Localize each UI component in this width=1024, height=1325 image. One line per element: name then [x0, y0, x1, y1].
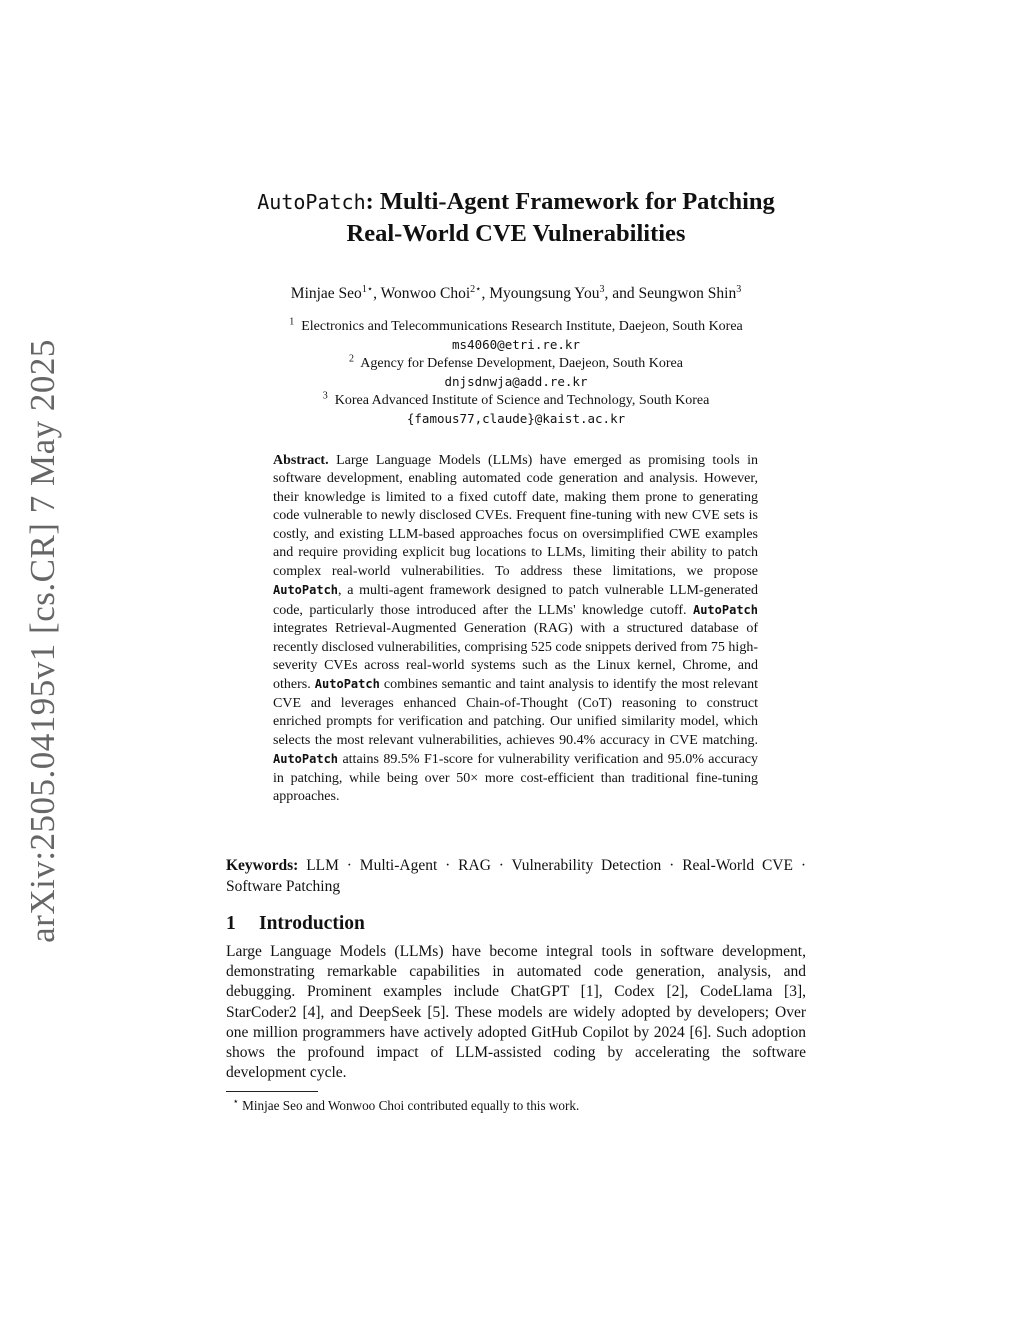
footnote — [226, 1097, 806, 1114]
abstract-system-name: AutoPatch — [273, 583, 339, 598]
title-line-2: Real-World CVE Vulnerabilities — [346, 220, 686, 247]
author-mark: 3 — [599, 283, 605, 295]
footnote-rule — [226, 1091, 318, 1092]
author-mark: 3 — [736, 283, 742, 295]
affiliation-name: Korea Advanced Institute of Science and Technology, South Korea — [334, 392, 710, 408]
keywords — [226, 856, 806, 897]
abstract-text: integrates Retrieval-Augmented Generation (RAG) with a structured database of recently disclosed vulnerabilities, comprising 525 code snippets derived from 75 high-severity CVEs across real-world systems such as the Linux kernel, Chrome, and others. — [273, 621, 758, 693]
abstract-label: Abstract. — [273, 453, 329, 468]
section-number: 1 — [226, 913, 236, 934]
author-separator: , — [373, 285, 381, 302]
section-title: Introduction — [259, 913, 365, 934]
author-name: Seungwon Shin — [638, 285, 737, 302]
author-separator: , — [481, 285, 490, 302]
author-separator: , and — [604, 285, 639, 302]
affiliation-email: ms4060@etri.re.kr — [452, 337, 580, 353]
keywords-text: LLM · Multi-Agent · RAG · Vulnerability Detection · Real-World CVE · Software Patching — [226, 857, 806, 895]
affiliation-mark: 2 — [349, 353, 355, 365]
affiliation-3 — [226, 389, 806, 410]
abstract-text: attains 89.5% F1-score for vulnerability verification and 95.0% accuracy in patching, while being over 50× more cost-efficient than traditional fine-tuning approaches. — [273, 752, 759, 805]
abstract-system-name: AutoPatch — [692, 602, 759, 617]
abstract — [273, 452, 758, 807]
author-list — [226, 284, 806, 304]
arxiv-identifier-text: arXiv:2505.04195v1 [cs.CR] 7 May 2025 — [23, 339, 63, 943]
affiliation-mark: 3 — [322, 389, 328, 401]
footnote-text: Minjae Seo and Wonwoo Choi contributed equally to this work. — [242, 1098, 580, 1113]
arxiv-identifier-stamp — [12, 339, 74, 943]
affiliation-block — [226, 318, 806, 428]
author-mark: 2⋆ — [470, 283, 482, 295]
affiliation-email: dnjsdnwja@add.re.kr — [444, 374, 588, 390]
abstract-system-name: AutoPatch — [314, 677, 380, 692]
affiliation-name: Electronics and Telecommunications Research Institute, Daejeon, South Korea — [301, 319, 743, 334]
section-heading-introduction — [226, 912, 806, 936]
affiliation-email: {famous77,claude}@kaist.ac.kr — [406, 411, 626, 427]
title-line-1-rest: : Multi-Agent Framework for Patching — [365, 188, 775, 215]
affiliation-name: Agency for Defense Development, Daejeon, South Korea — [360, 355, 683, 371]
author-name: Minjae Seo — [290, 285, 362, 302]
author-name: Myoungsung You — [489, 285, 600, 302]
abstract-system-name: AutoPatch — [273, 752, 339, 767]
affiliation-1 — [226, 318, 806, 336]
affiliation-mark: 1 — [289, 316, 295, 328]
abstract-text: combines semantic and taint analysis to identify the most relevant CVE and leverages enhanced Chain-of-Thought (CoT) reasoning to construct enriched prompts for verification and patching. Our unified similarity model, which selects the most relevant vulnerabilities, achieves 90.4% accuracy in CVE matching. — [273, 677, 759, 748]
title-system-name: AutoPatch — [257, 190, 366, 214]
footnote-mark: ⋆ — [232, 1096, 239, 1108]
keywords-label: Keywords: — [226, 857, 299, 874]
abstract-text: , a multi-agent framework designed to patch vulnerable LLM-generated code, particularly those introduced after the LLMs' knowledge cutoff. — [273, 583, 758, 618]
paper-title — [226, 186, 806, 249]
abstract-text: Large Language Models (LLMs) have emerged as promising tools in software development, enabling automated code generation and analysis. However, their knowledge is limited to a fixed cutoff date, making them prone to generating code vulnerable to newly disclosed CVEs. Frequent fine-tuning with new CVE sets is costly, and existing LLM-based approaches focus on oversimplified CWE examples and require providing explicit bug locations to LLMs, limiting their ability to patch complex real-world vulnerabilities. To address these limitations, we propose — [273, 453, 759, 579]
introduction-paragraph: Large Language Models (LLMs) have become integral tools in software development, demonstrating remarkable capabilities in automated code generation, analysis, and debugging. Prominent examples include ChatGPT [1], Codex [2], CodeLlama [3], StarCoder2 [4], and DeepSeek [5]. These models are widely adopted by developers; Over one million programmers have actively adopted GitHub Copilot by 2024 [6]. Such adoption shows the profound impact of LLM-assisted coding by accelerating the software development cycle. — [226, 943, 806, 1082]
author-name: Wonwoo Choi — [380, 285, 471, 302]
affiliation-2 — [226, 355, 806, 373]
author-mark: 1⋆ — [361, 283, 374, 295]
